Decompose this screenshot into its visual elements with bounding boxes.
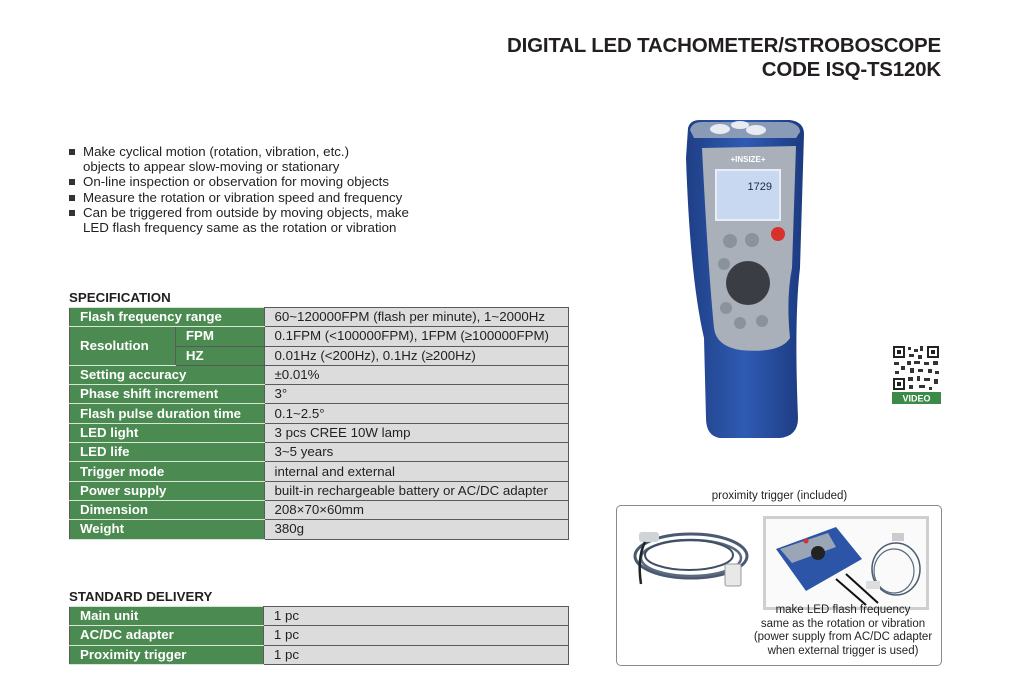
spec-value: 0.01Hz (<200Hz), 0.1Hz (≥200Hz) — [264, 346, 569, 365]
svg-text:1729: 1729 — [747, 181, 772, 193]
table-row — [70, 327, 569, 346]
delivery-qty: 1 pc — [263, 626, 568, 645]
spec-label: LED life — [70, 443, 265, 462]
spec-value: built-in rechargeable battery or AC/DC adapter — [264, 481, 569, 500]
spec-value: 60~120000FPM (flash per minute), 1~2000Hz — [264, 308, 569, 327]
feature-text: Make cyclical motion (rotation, vibration, etc.) — [83, 144, 350, 159]
spec-sublabel: FPM — [175, 327, 264, 346]
feature-text: LED flash frequency same as the rotation or vibration — [83, 220, 397, 236]
spec-value: 3 pcs CREE 10W lamp — [264, 423, 569, 442]
feature-item — [68, 144, 468, 174]
delivery-item: AC/DC adapter — [70, 626, 264, 645]
table-row — [70, 645, 569, 664]
spec-label: LED light — [70, 423, 265, 442]
spec-sublabel: HZ — [175, 346, 264, 365]
delivery-item: Proximity trigger — [70, 645, 264, 664]
delivery-qty: 1 pc — [263, 645, 568, 664]
spec-label: Dimension — [70, 500, 265, 519]
feature-text: Can be triggered from outside by moving objects, make — [83, 204, 409, 220]
square-bullet-icon — [69, 149, 75, 155]
spec-value: 0.1FPM (<100000FPM), 1FPM (≥100000FPM) — [264, 327, 569, 346]
feature-item — [68, 174, 468, 189]
table-row — [70, 500, 569, 519]
table-row — [70, 607, 569, 626]
svg-text:VIDEO: VIDEO — [902, 393, 931, 404]
spec-value: 0.1~2.5° — [264, 404, 569, 423]
note-line: (power supply from AC/DC adapter — [753, 631, 933, 643]
table-row — [70, 462, 569, 481]
feature-text: Measure the rotation or vibration speed and frequency — [83, 189, 403, 205]
table-row — [70, 404, 569, 423]
delivery-heading: STANDARD DELIVERY — [69, 589, 213, 604]
device-with-trigger-photo — [763, 516, 929, 610]
spec-value: ±0.01% — [264, 365, 569, 384]
product-code: CODE ISQ-TS120K — [761, 58, 941, 81]
qr-code-image[interactable] — [892, 345, 941, 405]
spec-value: internal and external — [264, 462, 569, 481]
note-line: when external trigger is used) — [767, 644, 919, 657]
trigger-usage-note — [745, 604, 941, 658]
feature-text: objects to appear slow-moving or stationary — [83, 159, 340, 175]
note-line: make LED flash frequency — [775, 604, 911, 616]
accessory-panel — [616, 505, 942, 666]
table-row — [70, 520, 569, 539]
product-name: DIGITAL LED TACHOMETER/STROBOSCOPE — [507, 34, 941, 57]
spec-label: Weight — [70, 520, 265, 539]
feature-item — [68, 205, 468, 235]
spec-label: Resolution — [70, 327, 176, 366]
delivery-table — [69, 606, 569, 665]
table-row — [70, 385, 569, 404]
spec-value: 208×70×60mm — [264, 500, 569, 519]
spec-label: Setting accuracy — [70, 365, 265, 384]
table-row — [70, 308, 569, 327]
table-row — [70, 423, 569, 442]
delivery-qty: 1 pc — [263, 607, 568, 626]
table-row — [70, 443, 569, 462]
feature-item — [68, 190, 468, 205]
square-bullet-icon — [69, 179, 75, 185]
note-line: same as the rotation or vibration — [760, 617, 926, 630]
square-bullet-icon — [69, 195, 75, 201]
specification-table — [69, 307, 569, 540]
accessory-caption: proximity trigger (included) — [711, 490, 848, 502]
spec-label: Phase shift increment — [70, 385, 265, 404]
specification-heading: SPECIFICATION — [69, 290, 171, 305]
spec-value: 3~5 years — [264, 443, 569, 462]
delivery-item: Main unit — [70, 607, 264, 626]
square-bullet-icon — [69, 210, 75, 216]
device-with-trigger-image — [766, 519, 926, 607]
spec-label: Flash pulse duration time — [70, 404, 265, 423]
product-title — [507, 34, 941, 82]
svg-text:+INSIZE+: +INSIZE+ — [730, 155, 766, 164]
spec-label: Power supply — [70, 481, 265, 500]
table-row — [70, 481, 569, 500]
feature-text: On-line inspection or observation for moving objects — [83, 174, 389, 190]
stroboscope-device-image — [680, 118, 808, 440]
spec-value: 3° — [264, 385, 569, 404]
table-row — [70, 365, 569, 384]
feature-list — [68, 144, 468, 235]
spec-label: Flash frequency range — [70, 308, 265, 327]
proximity-trigger-cable-image — [625, 518, 755, 603]
spec-value: 380g — [264, 520, 569, 539]
table-row — [70, 626, 569, 645]
spec-label: Trigger mode — [70, 462, 265, 481]
